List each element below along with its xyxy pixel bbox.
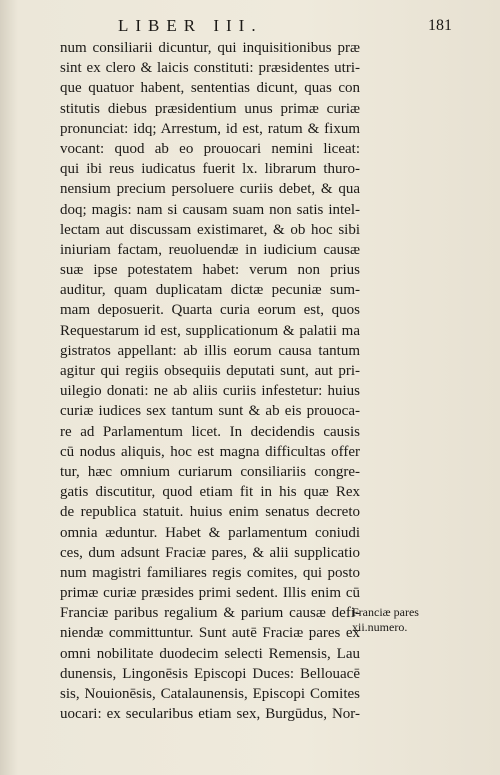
marginal-note bbox=[352, 605, 442, 635]
page-header bbox=[0, 16, 500, 40]
body-text bbox=[60, 38, 360, 724]
text-line: uocari: ex secularibus etiam sex, Burgūdus, Nor- bbox=[60, 706, 360, 723]
text-line: re ad Parlamentum licet. In decidendis causis bbox=[60, 423, 360, 440]
text-line: lectam aut discussam existimaret, & ob hoc sibi bbox=[60, 221, 360, 238]
text-line: auditur, quam duplicatam dictæ pecuniæ sum- bbox=[60, 282, 360, 299]
text-line: gatis discutitur, quod etiam fit in his quæ Rex bbox=[60, 484, 360, 501]
text-line: omni nobilitate duodecim selecti Remensis, Lau bbox=[60, 645, 360, 662]
running-title: LIBER III. bbox=[118, 16, 263, 35]
text-line: Requestarum id est, supplicationum & palatii ma bbox=[60, 322, 360, 339]
marginal-note-line: Franciæ pares bbox=[352, 605, 419, 619]
text-line: primæ curiæ præsides primi sedent. Illis enim cū bbox=[60, 585, 360, 602]
text-line: cū nodus aliquis, hoc est magna difficultas offer bbox=[60, 443, 360, 460]
text-line: doq; magis: nam si causam suam non satis intel- bbox=[60, 201, 360, 218]
text-line: dunensis, Lingonēsis Episcopi Duces: Bellouacē bbox=[60, 665, 360, 682]
text-line: Franciæ paribus regalium & parium causæ defi- bbox=[60, 605, 360, 622]
text-line: sint ex clero & laicis constituti: præsidentes utri- bbox=[60, 60, 360, 77]
text-line: ces, dum adsunt Fraciæ pares, & alii supplicatio bbox=[60, 544, 360, 561]
text-line: nensium precium persoluere curiis debet, & qua bbox=[60, 181, 360, 198]
text-line: pronunciat: idq; Arrestum, id est, ratum & fixum bbox=[60, 120, 360, 137]
marginal-note-line: xii.numero. bbox=[352, 620, 408, 634]
text-line: curiæ iudices sex tantum sunt & ab eis prouoca- bbox=[60, 403, 360, 420]
text-line: gistratos appellant: ab illis eorum causa tantum bbox=[60, 342, 360, 359]
text-line: niendæ committuntur. Sunt autē Fraciæ pares ex bbox=[60, 625, 360, 642]
text-line: vocant: quod ab eo prouocari nemini liceat: bbox=[60, 140, 360, 157]
text-line: sis, Nouionēsis, Catalaunensis, Episcopi Comites bbox=[60, 686, 360, 702]
text-line: qui ibi reus iudicatus fuerit lx. librarum thuro- bbox=[60, 161, 360, 178]
text-line: de republica statuit. huius enim senatus decreto bbox=[60, 504, 360, 521]
text-line: suæ ipse potestatem habet: verum non prius bbox=[60, 262, 360, 279]
text-line: uilegio donati: ne ab aliis curiis infestetur: huius bbox=[60, 383, 360, 400]
text-line: agitur qui regiis obsequiis deputati sunt, aut pri- bbox=[60, 363, 360, 379]
folio-number: 181 bbox=[428, 17, 452, 34]
text-line: que quatuor habent, sententias dicunt, quas con bbox=[60, 80, 360, 97]
text-line: num magistri familiares regis comites, qui posto bbox=[60, 564, 360, 581]
text-line: num consiliarii dicuntur, qui inquisitionibus præ bbox=[60, 40, 360, 56]
text-line: mam deposuerit. Quarta curia eorum est, quos bbox=[60, 302, 360, 319]
text-line: omnia æduntur. Habet & parlamentum coniudi bbox=[60, 524, 360, 541]
text-line: iniuriam factam, reuoluendæ in iudicium causæ bbox=[60, 241, 360, 258]
text-line: stitutis diebus præsidentium unus primæ curiæ bbox=[60, 100, 360, 117]
text-line: tur, hæc omnium curiarum consiliariis congre- bbox=[60, 463, 360, 480]
